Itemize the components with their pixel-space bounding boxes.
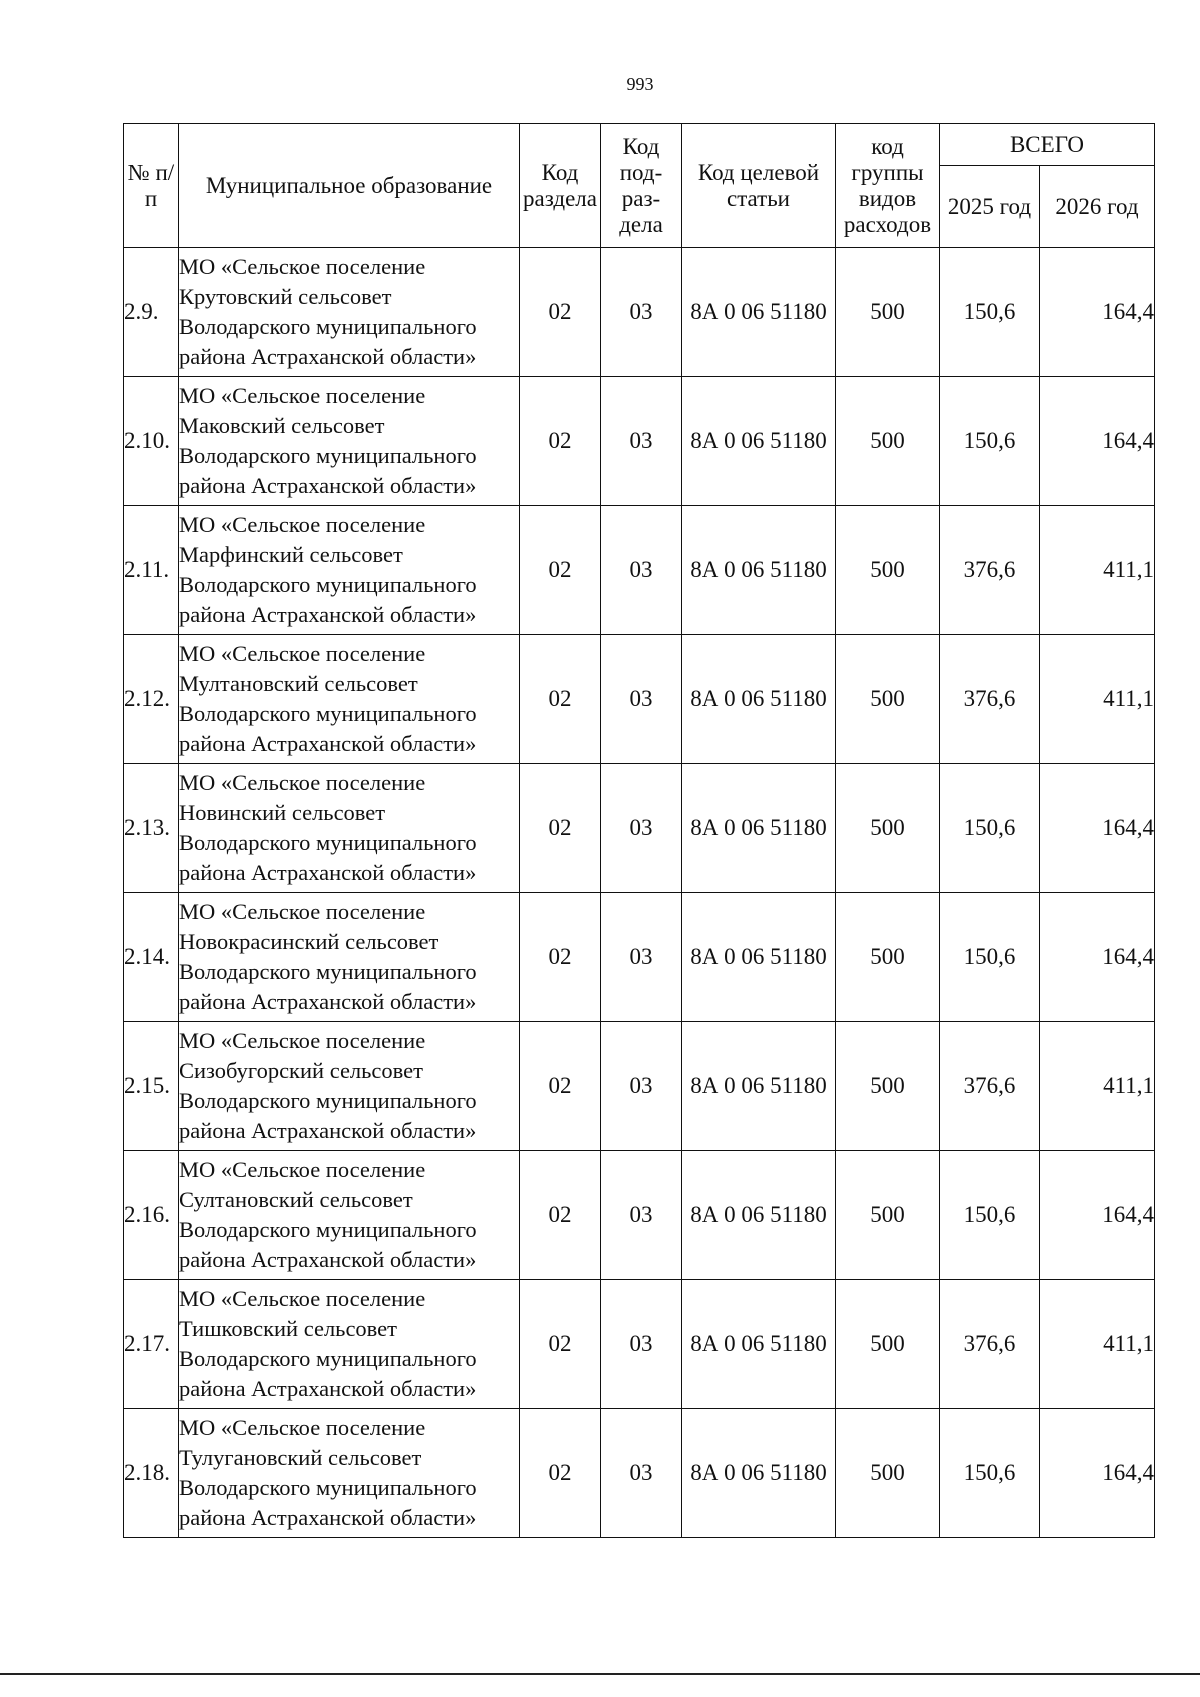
subsection-code: 03 — [601, 635, 682, 764]
table-row — [124, 1409, 1155, 1538]
amount-2026: 164,4 — [1040, 893, 1155, 1022]
section-code: 02 — [520, 635, 601, 764]
target-code: 8А 0 06 51180 — [682, 1022, 836, 1151]
amount-2025: 150,6 — [940, 893, 1040, 1022]
target-code: 8А 0 06 51180 — [682, 1151, 836, 1280]
row-number: 2.18. — [124, 1409, 179, 1538]
amount-2025: 150,6 — [940, 377, 1040, 506]
table-row — [124, 248, 1155, 377]
header-total: ВСЕГО — [940, 124, 1155, 166]
page-number: 993 — [626, 74, 654, 94]
amount-2026: 164,4 — [1040, 377, 1155, 506]
amount-2026: 164,4 — [1040, 248, 1155, 377]
amount-2025: 376,6 — [940, 1022, 1040, 1151]
expense-group-code: 500 — [836, 248, 940, 377]
expense-group-code: 500 — [836, 635, 940, 764]
subsection-code: 03 — [601, 1151, 682, 1280]
amount-2025: 376,6 — [940, 506, 1040, 635]
header-subsection-code: Код под-раз-дела — [601, 124, 682, 248]
header-year-2026: 2026 год — [1040, 166, 1155, 248]
row-number: 2.13. — [124, 764, 179, 893]
amount-2025: 376,6 — [940, 635, 1040, 764]
amount-2025: 150,6 — [940, 248, 1040, 377]
table-row — [124, 635, 1155, 764]
header-target-code: Код целевой статьи — [682, 124, 836, 248]
section-code: 02 — [520, 506, 601, 635]
amount-2026: 164,4 — [1040, 764, 1155, 893]
expense-group-code: 500 — [836, 1022, 940, 1151]
section-code: 02 — [520, 1409, 601, 1538]
amount-2026: 411,1 — [1040, 506, 1155, 635]
table-row — [124, 377, 1155, 506]
amount-2026: 164,4 — [1040, 1409, 1155, 1538]
row-number: 2.17. — [124, 1280, 179, 1409]
municipality-name: МО «Сельское поселение Марфинский сельсовет Володарского муниципального района Астраханской области» — [179, 506, 520, 635]
amount-2025: 150,6 — [940, 1409, 1040, 1538]
subsection-code: 03 — [601, 764, 682, 893]
subsection-code: 03 — [601, 1280, 682, 1409]
subsection-code: 03 — [601, 1022, 682, 1151]
expense-group-code: 500 — [836, 377, 940, 506]
bottom-rule — [0, 1673, 1200, 1675]
table-row — [124, 1280, 1155, 1409]
municipality-name: МО «Сельское поселение Новинский сельсовет Володарского муниципального района Астраханской области» — [179, 764, 520, 893]
municipality-name: МО «Сельское поселение Тулугановский сельсовет Володарского муниципального района Астраханской области» — [179, 1409, 520, 1538]
target-code: 8А 0 06 51180 — [682, 1409, 836, 1538]
expense-group-code: 500 — [836, 1280, 940, 1409]
amount-2026: 164,4 — [1040, 1151, 1155, 1280]
header-expense-group-code: код группы видов расходов — [836, 124, 940, 248]
target-code: 8А 0 06 51180 — [682, 506, 836, 635]
table-row — [124, 506, 1155, 635]
target-code: 8А 0 06 51180 — [682, 1280, 836, 1409]
row-number: 2.14. — [124, 893, 179, 1022]
municipality-name: МО «Сельское поселение Новокрасинский сельсовет Володарского муниципального района Астраханской области» — [179, 893, 520, 1022]
header-section-code: Код раздела — [520, 124, 601, 248]
subsection-code: 03 — [601, 506, 682, 635]
municipality-name: МО «Сельское поселение Крутовский сельсовет Володарского муниципального района Астраханской области» — [179, 248, 520, 377]
municipality-name: МО «Сельское поселение Маковский сельсовет Володарского муниципального района Астраханской области» — [179, 377, 520, 506]
row-number: 2.15. — [124, 1022, 179, 1151]
amount-2026: 411,1 — [1040, 1022, 1155, 1151]
subsection-code: 03 — [601, 893, 682, 1022]
row-number: 2.11. — [124, 506, 179, 635]
table-row — [124, 764, 1155, 893]
expense-group-code: 500 — [836, 1409, 940, 1538]
section-code: 02 — [520, 1151, 601, 1280]
row-number: 2.10. — [124, 377, 179, 506]
section-code: 02 — [520, 248, 601, 377]
section-code: 02 — [520, 1022, 601, 1151]
section-code: 02 — [520, 1280, 601, 1409]
header-year-2025: 2025 год — [940, 166, 1040, 248]
amount-2025: 150,6 — [940, 1151, 1040, 1280]
target-code: 8А 0 06 51180 — [682, 377, 836, 506]
expense-group-code: 500 — [836, 1151, 940, 1280]
section-code: 02 — [520, 764, 601, 893]
municipality-name: МО «Сельское поселение Мултановский сельсовет Володарского муниципального района Астраханской области» — [179, 635, 520, 764]
section-code: 02 — [520, 377, 601, 506]
subsection-code: 03 — [601, 1409, 682, 1538]
target-code: 8А 0 06 51180 — [682, 893, 836, 1022]
amount-2025: 150,6 — [940, 764, 1040, 893]
budget-table — [123, 123, 1155, 1538]
header-no: № п/п — [124, 124, 179, 248]
table-row — [124, 1022, 1155, 1151]
municipality-name: МО «Сельское поселение Тишковский сельсовет Володарского муниципального района Астраханской области» — [179, 1280, 520, 1409]
expense-group-code: 500 — [836, 506, 940, 635]
municipality-name: МО «Сельское поселение Сизобугорский сельсовет Володарского муниципального района Астраханской области» — [179, 1022, 520, 1151]
subsection-code: 03 — [601, 248, 682, 377]
row-number: 2.12. — [124, 635, 179, 764]
header-municipality: Муниципальное образование — [179, 124, 520, 248]
table-row — [124, 893, 1155, 1022]
amount-2026: 411,1 — [1040, 635, 1155, 764]
amount-2026: 411,1 — [1040, 1280, 1155, 1409]
expense-group-code: 500 — [836, 764, 940, 893]
expense-group-code: 500 — [836, 893, 940, 1022]
target-code: 8А 0 06 51180 — [682, 764, 836, 893]
table-row — [124, 1151, 1155, 1280]
target-code: 8А 0 06 51180 — [682, 635, 836, 764]
amount-2025: 376,6 — [940, 1280, 1040, 1409]
municipality-name: МО «Сельское поселение Султановский сельсовет Володарского муниципального района Астраханской области» — [179, 1151, 520, 1280]
section-code: 02 — [520, 893, 601, 1022]
row-number: 2.16. — [124, 1151, 179, 1280]
subsection-code: 03 — [601, 377, 682, 506]
row-number: 2.9. — [124, 248, 179, 377]
target-code: 8А 0 06 51180 — [682, 248, 836, 377]
